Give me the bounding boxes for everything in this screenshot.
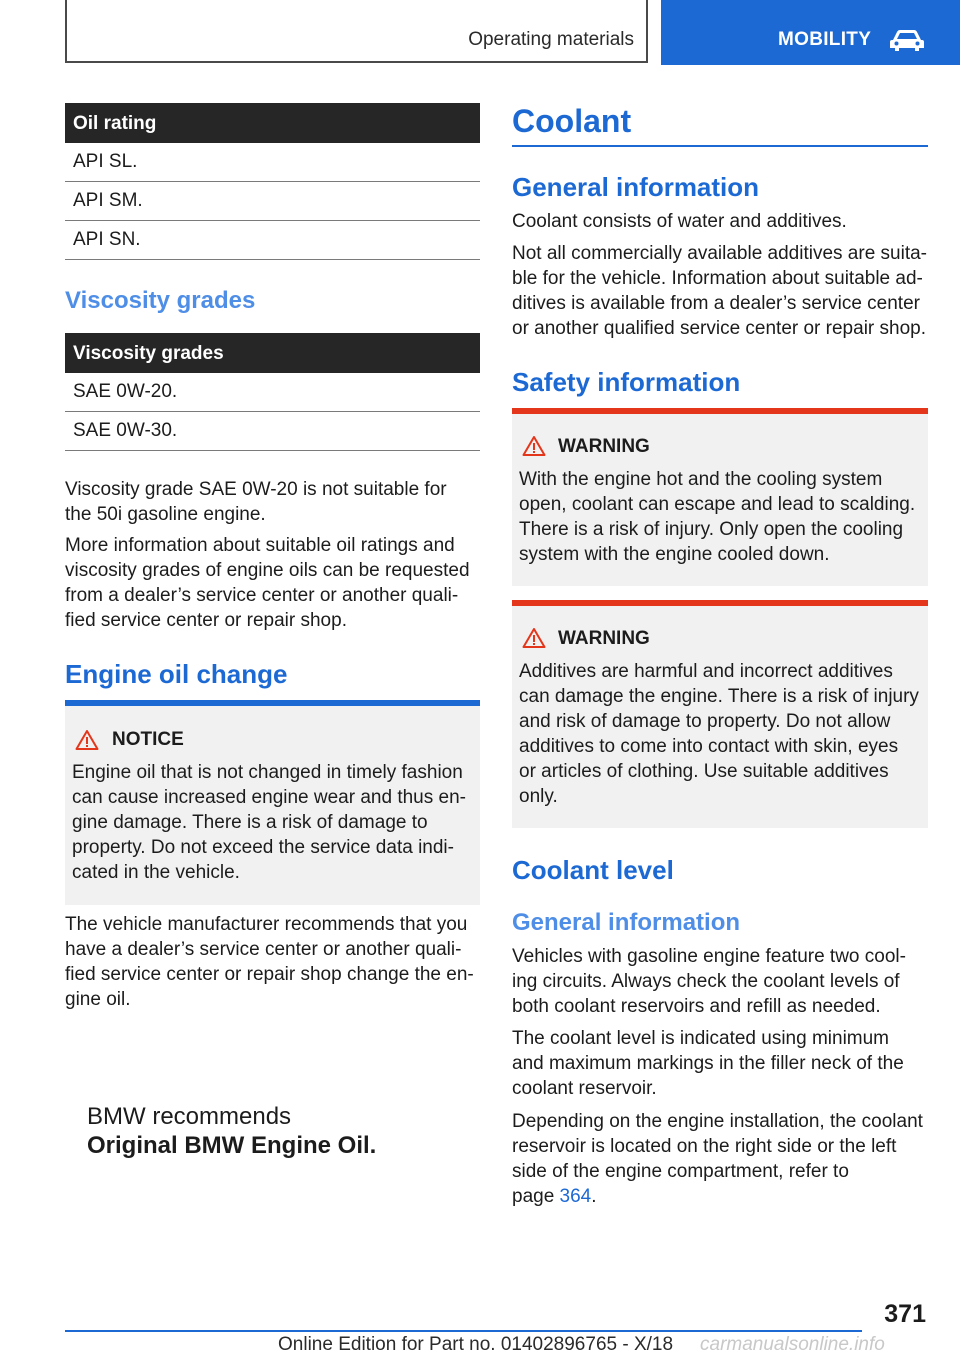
header-section-box xyxy=(65,0,648,63)
bmw-oil-advertisement xyxy=(87,1102,376,1160)
header-section-title: Operating materials xyxy=(468,29,634,50)
table-row: API SL. xyxy=(65,143,480,182)
header-chapter-label: MOBILITY xyxy=(778,29,872,50)
page-number: 371 xyxy=(884,1300,926,1328)
warning-box-2 xyxy=(512,606,928,828)
more-info-paragraph: More information about suitable oil ratings and viscosity grades of engine oils can be requested from a dealer’s service center or another quali- fied service center or repair shop. xyxy=(65,535,470,631)
warning-triangle-icon xyxy=(75,729,99,751)
oil-rating-table-header: Oil rating xyxy=(65,103,480,143)
table-row: SAE 0W-30. xyxy=(65,412,480,451)
coolant-level-heading: Coolant level xyxy=(512,855,674,885)
warning-triangle-icon xyxy=(522,627,546,649)
recommendation-paragraph: The vehicle manufacturer recommends that you have a dealer’s service center or another quali- fied service center or repair shop change the en- gine oil. xyxy=(65,914,474,1010)
coolant-level-p2: The coolant level is indicated using minimum and maximum markings in the filler neck of the coolant reservoir. xyxy=(512,1028,904,1099)
warning1-text: With the engine hot and the cooling system open, coolant can escape and lead to scalding. There is a risk of injury. Only open the cooling system with the engine cooled down. xyxy=(519,469,916,565)
notice-label: NOTICE xyxy=(112,729,184,750)
coolant-level-p3: Depending on the engine installation, the coolant reservoir is located on the right side or the left side of the engine compartment, refer to page 364. xyxy=(512,1111,923,1207)
warning1-label: WARNING xyxy=(558,436,650,457)
warning2-label: WARNING xyxy=(558,628,650,649)
ad-line-2: Original BMW Engine Oil. xyxy=(87,1132,377,1159)
coolant-title: Coolant xyxy=(512,103,632,139)
warning2-text: Additives are harmful and incorrect additives can damage the engine. There is a risk of injury and risk of damage to property. Do not allow additives to come into contact with skin, eyes or articles of clothing. Use suitable additives only. xyxy=(519,661,919,807)
viscosity-table-header: Viscosity grades xyxy=(65,333,480,373)
notice-text: Engine oil that is not changed in timely fashion can cause increased engine wear and thus en- gine damage. There is a risk of damage to property. Do not exceed the service data indi- cated in the vehicle. xyxy=(72,762,466,883)
header-chapter-tab[interactable] xyxy=(661,0,960,65)
car-icon xyxy=(889,28,925,54)
ad-line-1: BMW recommends xyxy=(87,1103,292,1130)
table-row: SAE 0W-20. xyxy=(65,373,480,412)
footer-rule xyxy=(65,1330,862,1332)
general-info-p1: Coolant consists of water and additives. xyxy=(512,211,847,232)
coolant-level-p1: Vehicles with gasoline engine feature two cool- ing circuits. Always check the coolant levels of both coolant reservoirs and refill as needed. xyxy=(512,946,906,1017)
viscosity-heading: Viscosity grades xyxy=(65,287,256,314)
warning-triangle-icon xyxy=(522,435,546,457)
viscosity-note: Viscosity grade SAE 0W-20 is not suitable for the 50i gasoline engine. xyxy=(65,479,447,525)
page-link[interactable]: 364 xyxy=(559,1186,592,1207)
table-row: API SN. xyxy=(65,221,480,260)
watermark: carmanualsonline.info xyxy=(700,1334,885,1355)
coolant-title-rule xyxy=(512,145,928,147)
general-info-heading: General information xyxy=(512,172,760,202)
safety-info-heading: Safety information xyxy=(512,367,741,397)
coolant-level-subheading: General information xyxy=(512,909,741,936)
table-row: API SM. xyxy=(65,182,480,221)
engine-oil-change-heading: Engine oil change xyxy=(65,659,288,689)
notice-box xyxy=(65,706,480,905)
general-info-p2: Not all commercially available additives are suita- ble for the vehicle. Information about suitable ad- ditives is available from a dealer’s service center or another qualified service center or repair shop. xyxy=(512,243,928,339)
footer-edition: Online Edition for Part no. 01402896765 - X/18 xyxy=(278,1334,674,1355)
warning-box-1 xyxy=(512,414,928,586)
